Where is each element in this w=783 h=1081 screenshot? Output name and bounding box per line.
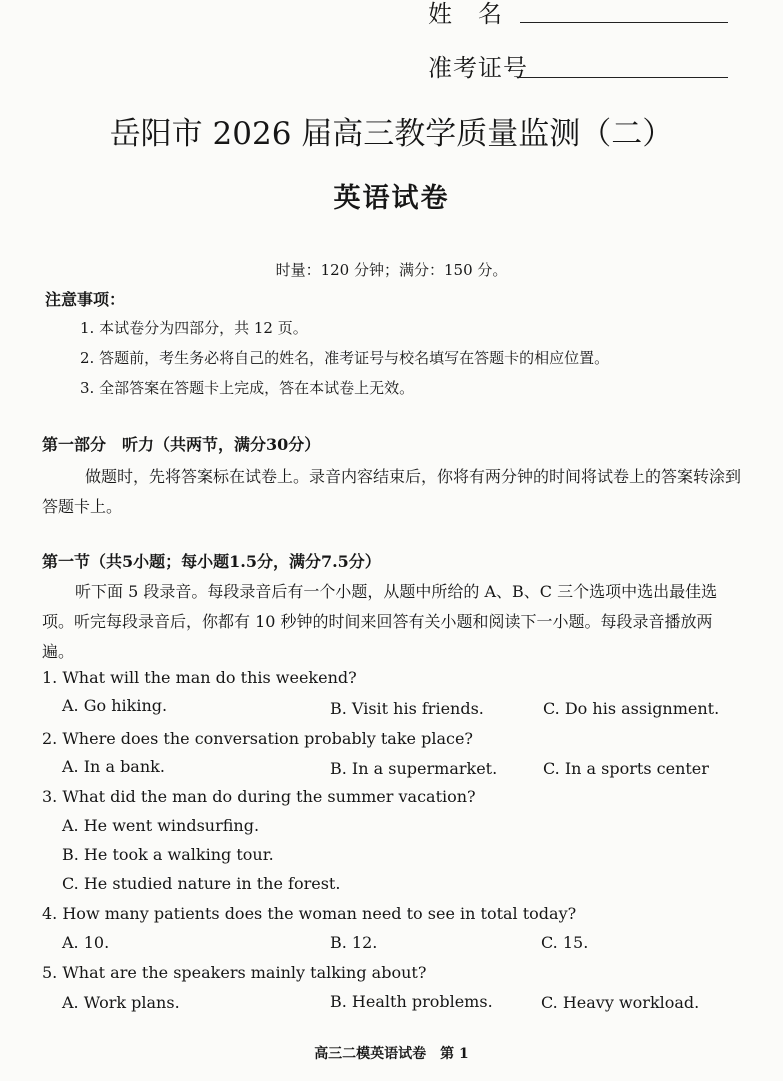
notice-item: 3. 全部答案在答题卡上完成，答在本试卷上无效。 xyxy=(80,379,415,397)
part1-instruction: 做题时，先将答案标在试卷上。录音内容结束后，你将有两分钟的时间将试卷上的答案转涂到答题卡上。 xyxy=(42,467,742,516)
question-option: A. Work plans. xyxy=(62,993,180,1012)
question-option: C. 15. xyxy=(541,933,589,952)
section1-heading: 第一节（共5小题；每小题1.5分，满分7.5分） xyxy=(42,552,381,571)
question-option: B. Visit his friends. xyxy=(330,699,484,718)
name-label: 姓 名 xyxy=(428,0,503,28)
question-option: C. Do his assignment. xyxy=(543,699,720,718)
question-option: B. He took a walking tour. xyxy=(62,845,274,864)
question-option: A. Go hiking. xyxy=(62,696,168,715)
question-option: B. Health problems. xyxy=(330,992,493,1011)
question-option: C. In a sports center xyxy=(543,759,709,778)
time-info: 时量：120 分钟；满分：150 分。 xyxy=(275,261,508,279)
question-option: C. Heavy workload. xyxy=(541,993,700,1012)
notice-heading: 注意事项： xyxy=(45,290,126,309)
question-option: A. In a bank. xyxy=(62,757,165,776)
question-stem: 3. What did the man do during the summer vacation? xyxy=(42,787,476,806)
page-footer: 高三二模英语试卷 第 1 xyxy=(314,1046,469,1062)
question-stem: 2. Where does the conversation probably take place? xyxy=(42,729,473,748)
exam-subtitle: 英语试卷 xyxy=(333,183,450,214)
exam-id-label: 准考证号 xyxy=(428,54,528,82)
name-blank-line[interactable] xyxy=(520,22,728,23)
notice-item: 2. 答题前，考生务必将自己的姓名，准考证号与校名填写在答题卡的相应位置。 xyxy=(80,349,610,367)
question-option: C. He studied nature in the forest. xyxy=(62,874,341,893)
question-option: B. 12. xyxy=(330,933,378,952)
question-option: A. He went windsurfing. xyxy=(62,816,260,835)
exam-id-blank-line[interactable] xyxy=(520,77,728,78)
notice-item: 1. 本试卷分为四部分，共 12 页。 xyxy=(80,319,308,337)
part1-heading: 第一部分 听力（共两节，满分30分） xyxy=(42,435,321,454)
question-stem: 4. How many patients does the woman need to see in total today? xyxy=(42,904,577,923)
question-option: B. In a supermarket. xyxy=(330,759,498,778)
question-option: A. 10. xyxy=(62,933,110,952)
question-stem: 5. What are the speakers mainly talking about? xyxy=(42,963,427,982)
question-stem: 1. What will the man do this weekend? xyxy=(42,668,357,687)
section1-instruction: 听下面 5 段录音。每段录音后有一个小题，从题中所给的 A、B、C 三个选项中选出最佳选项。听完每段录音后，你都有 10 秒钟的时间来回答有关小题和阅读下一小题。每段录音播放两遍。 xyxy=(42,582,718,661)
exam-title: 岳阳市 2026 届高三教学质量监测（二） xyxy=(109,116,674,152)
